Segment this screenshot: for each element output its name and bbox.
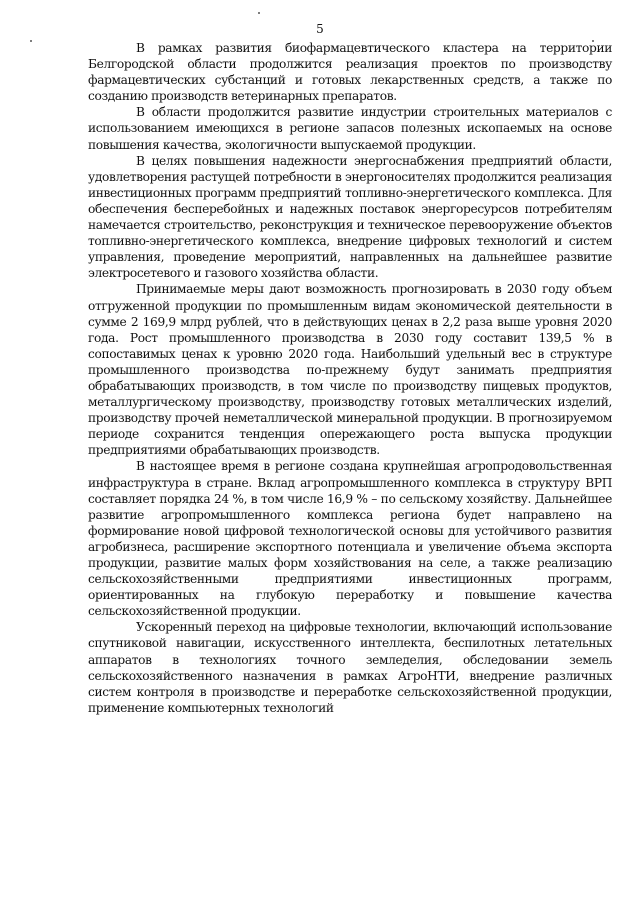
page-number: 5: [316, 22, 324, 36]
scan-speck: [258, 12, 260, 14]
paragraph-agro-complex: В настоящее время в регионе создана крупнейшая агропродовольственная инфраструктура в стране. Вклад агропромышленного комплекса в структуру ВРП составляет порядка 24 %, в том числе 16,9 % – по сельскому хозяйству. Дальнейшее развитие агропромышленного комплекса региона будет направлено на формирование новой цифровой технологической основы для устойчивого развития агробизнеса, расширение экспортного потенциала и увеличение объема экспорта продукции, развитие малых форм хозяйствования на селе, а также реализацию сельскохозяйственными предприятиями инвестиционных программ, ориентированных на глубокую переработку и повышение качества сельскохозяйственной продукции.: [88, 459, 612, 619]
scan-speck: [30, 40, 32, 42]
paragraph-biopharma: В рамках развития биофармацевтического кластера на территории Белгородской области продолжится реализация проектов по производству фармацевтических субстанций и готовых лекарственных средств, а также по созданию производств ветеринарных препаратов.: [88, 41, 612, 104]
document-body: [88, 40, 612, 716]
paragraph-construction-materials: В области продолжится развитие индустрии строительных материалов с использованием имеющихся в регионе запасов полезных ископаемых на основе повышения качества, экологичности выпускаемой продукции.: [88, 105, 612, 152]
paragraph-energy: В целях повышения надежности энергоснабжения предприятий области, удовлетворения растущей потребности в энергоносителях продолжится реализация инвестиционных программ предприятий топливно-энергетического комплекса. Для обеспечения бесперебойных и надежных поставок энергоресурсов потребителям намечается строительство, реконструкция и техническое перевооружение объектов топливно-энергетического комплекса, внедрение цифровых технологий и систем управления, проведение мероприятий, направленных на дальнейшее развитие электросетевого и газового хозяйства области.: [88, 153, 612, 281]
paragraph-industrial-forecast: Принимаемые меры дают возможность прогнозировать в 2030 году объем отгруженной продукции по промышленным видам экономической деятельности в сумме 2 169,9 млрд рублей, что в действующих ценах в 2,2 раза выше уровня 2020 года. Рост промышленного производства в 2030 году составит 139,5 % в сопоставимых ценах к уровню 2020 года. Наибольший удельный вес в структуре промышленного производства по-прежнему будут занимать предприятия обрабатывающих производств, в том числе по производству пищевых продуктов, металлургическому производству, производству готовых металлических изделий, производству прочей неметаллической минеральной продукции. В прогнозируемом периоде сохранится тенденция опережающего роста выпуска продукции предприятиями обрабатывающих производств.: [88, 282, 612, 458]
paragraph-digital-technologies: Ускоренный переход на цифровые технологии, включающий использование спутниковой навигации, искусственного интеллекта, беспилотных летательных аппаратов в технологиях точного земледелия, обследовании земель сельскохозяйственного назначения в рамках АгроНТИ, внедрение различных систем контроля в производстве и переработке сельскохозяйственной продукции, применение компьютерных технологий: [88, 620, 612, 715]
